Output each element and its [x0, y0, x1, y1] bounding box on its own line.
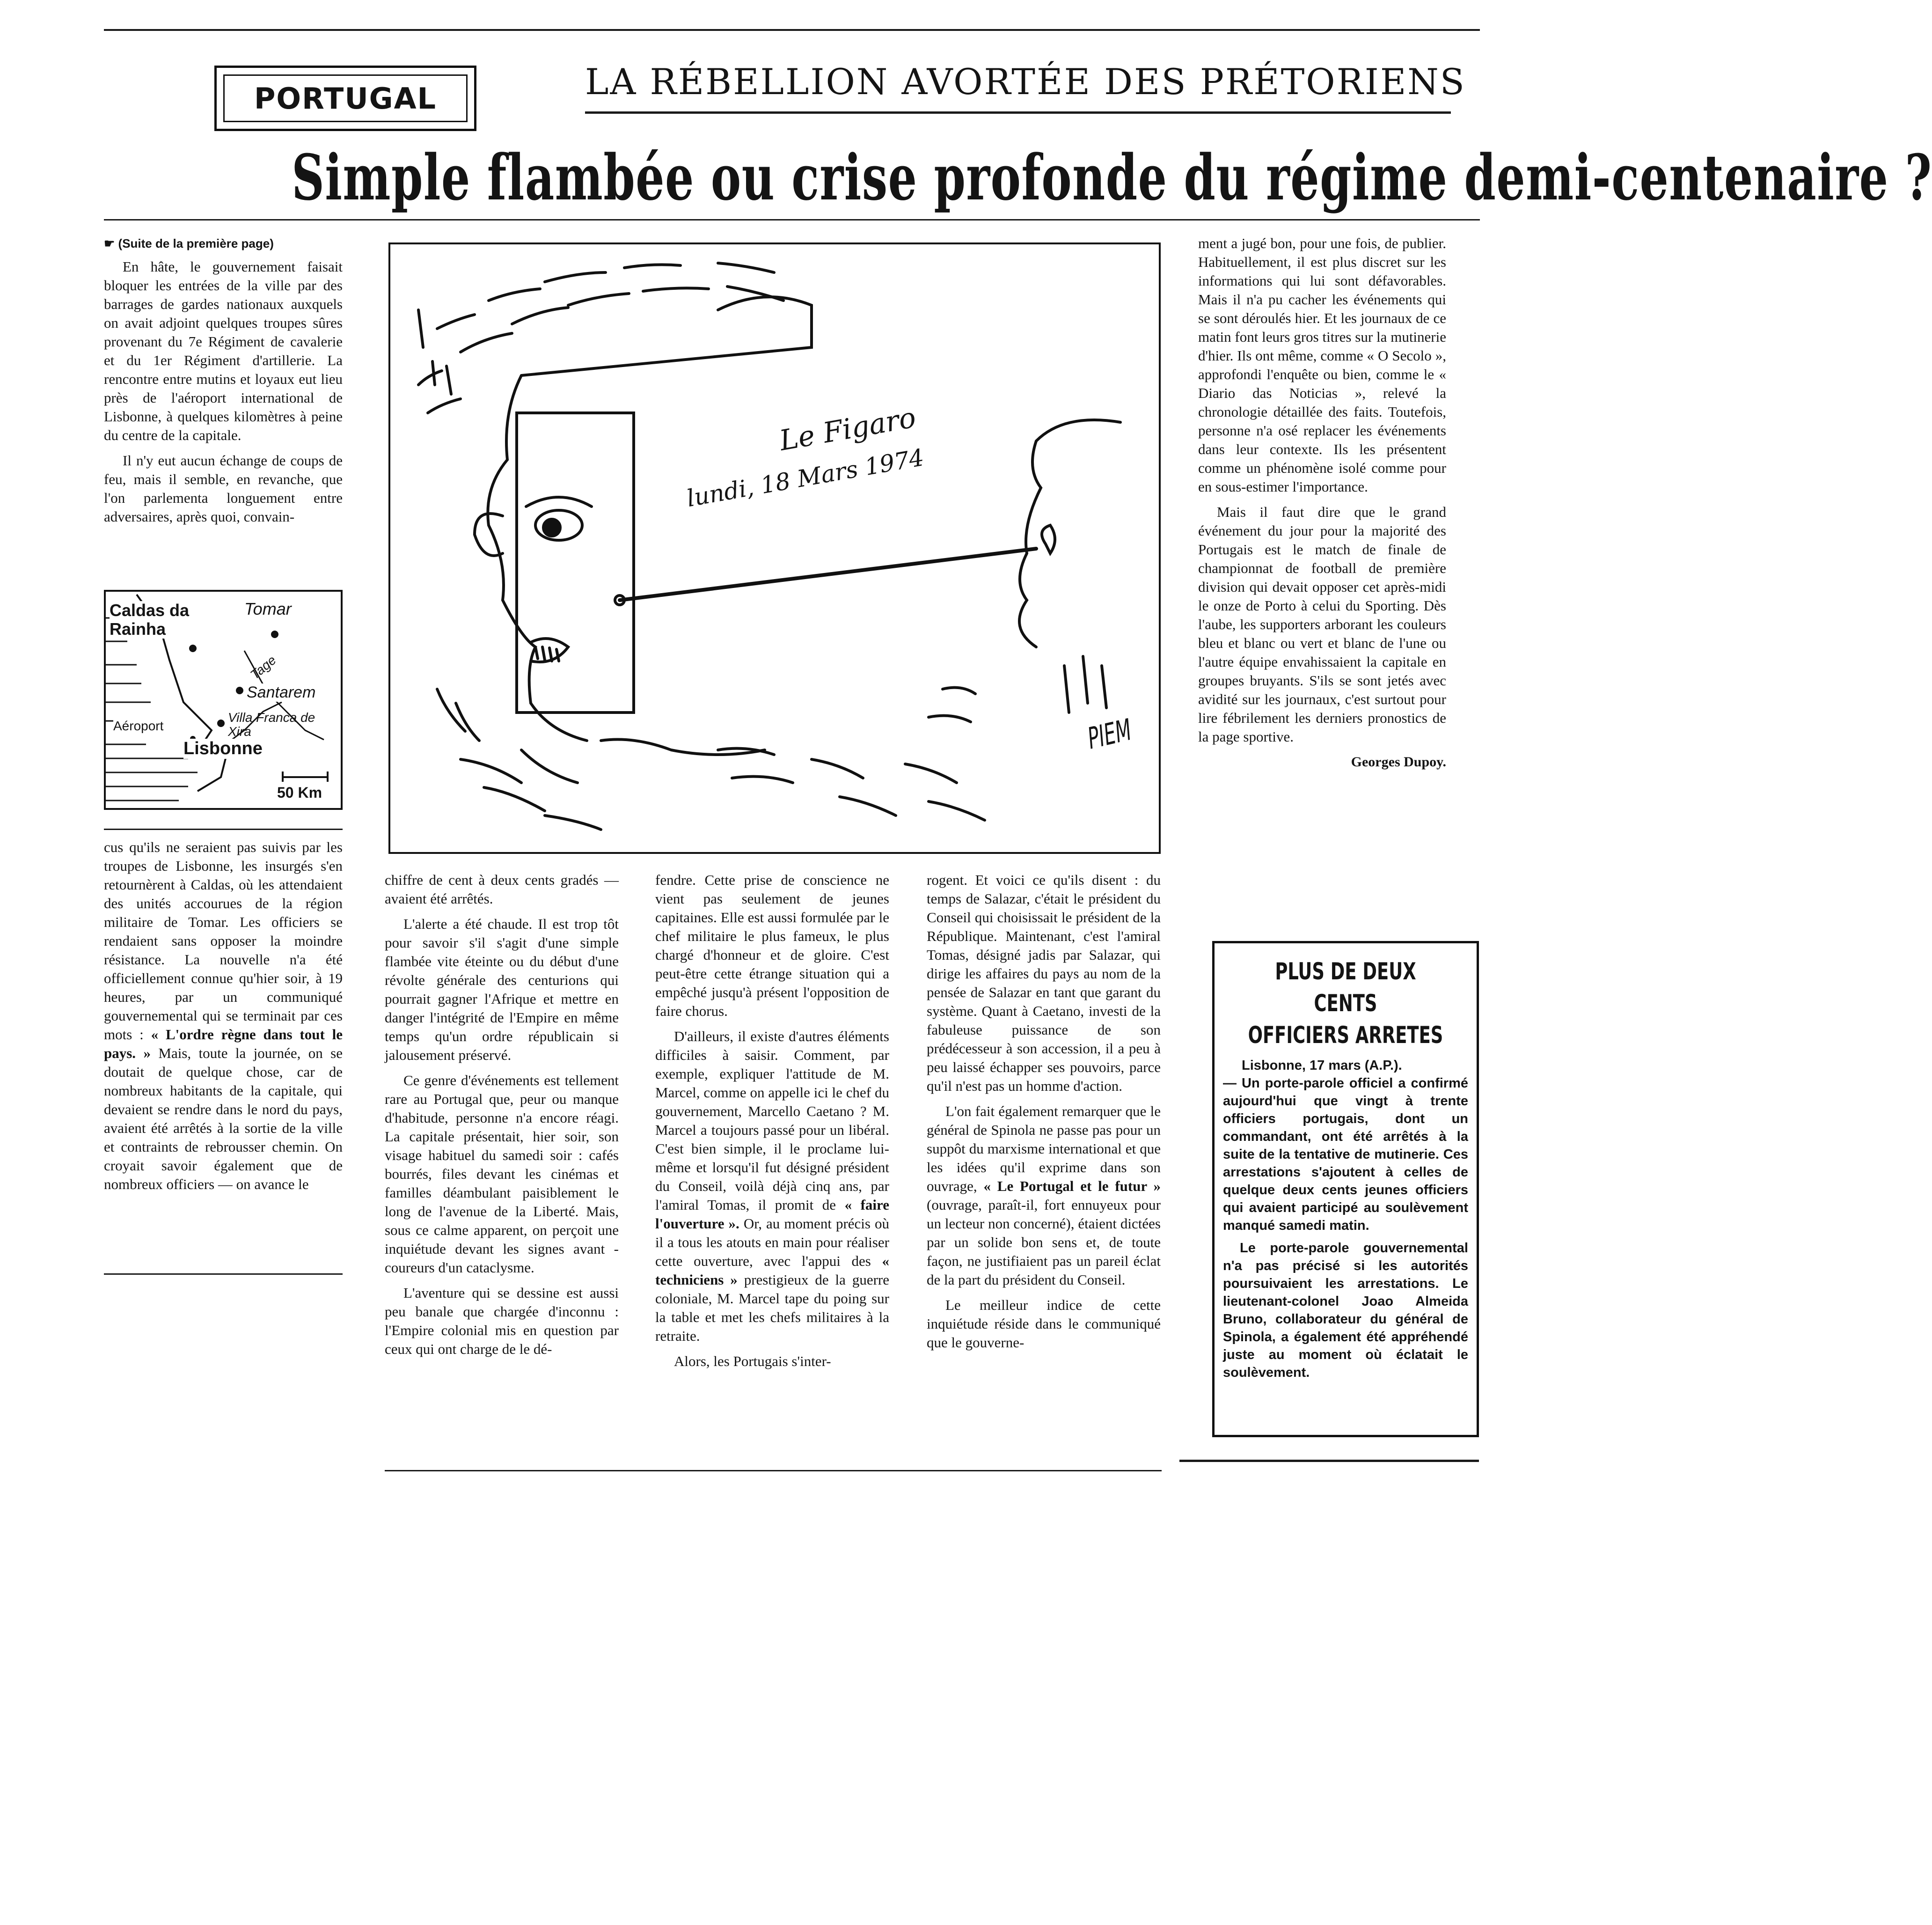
col2-paragraph-3: Ce genre d'événements est tellement rare au Portugal que, peur ou manque d'habitude, personne n'a encore réagi. La capitale présentait, hier soir, son visage habituel du samedi soir : cafés bourrés, files devant les cinémas et familles déambulant paisiblement le long de l'avenue de la Liberté. Mais, sous ce calme apparent, on perçoit une inquiétude devant les signes avant - coureurs d'un cataclysme. — [385, 1072, 619, 1276]
map-label-villa-franca: Villa Franca de Xira — [228, 710, 315, 739]
map-portugal — [104, 590, 343, 810]
column-5 — [1198, 234, 1446, 771]
kicker-underline — [585, 111, 1451, 114]
col1-quote: « L'ordre règne dans tout le pays. » — [104, 1026, 343, 1061]
col3-paragraph-2: D'ailleurs, il existe d'autres éléments difficiles à saisir. Comment, par exemple, expliquer l'attitude de M. Marcel, comme on appelle ici le chef du gouvernement, Marcello Caetano ? M. Marcel a toujours passé pour un libéral. C'est bien simple, il le proclame lui-même et lorsqu'il fut désigné président du Conseil, voilà déjà cinq ans, par l'amiral Tomas, il promit de « faire l'ouverture ». Or, au moment précis où il a tous les atouts en main pour réaliser cette ouverture, avec l'appui des « techniciens » prestigieux de la guerre coloniale, M. Marcel tape du poing sur la table et met les chefs militaires à la retraite. — [655, 1028, 890, 1344]
column-3 — [655, 871, 889, 1377]
headline-underline — [104, 219, 1480, 220]
cartoon-drawing — [390, 244, 1159, 852]
col4-quote: « Le Portugal et le futur » — [983, 1178, 1161, 1194]
cartoon-caption-line-1: Le Figaro — [777, 401, 919, 458]
col5-paragraph-1: ment a jugé bon, pour une fois, de publier. Habituellement, il est plus discret sur les informations qui lui sont défavorables. Mais il n'a pu cacher les événements qui se sont déroulés hier. Et les journaux de ce matin font leurs gros titres sur la mutinerie d'hier. Ils ont même, comme « O Secolo », approfondi l'enquête ou bien, comme le « Diario das Noticias », relevé la chronologie détaillée des faits. Toutefois, personne n'a osé replacer les événements dans leur contexte. Ils les présentent comme un phénomène isolé comme pour en sous-estimer l'importance. — [1198, 235, 1446, 495]
column-4 — [927, 871, 1161, 1359]
col3-quote-2: « techniciens » — [655, 1253, 890, 1288]
top-rule — [104, 29, 1480, 31]
cartoon — [388, 242, 1161, 854]
col4-paragraph-3: Le meilleur indice de cette inquiétude réside dans le communiqué que le gouverne- — [927, 1297, 1161, 1351]
map-label-aeroport: Aéroport — [113, 719, 164, 733]
kicker: LA RÉBELLION AVORTÉE DES PRÉTORIENS — [585, 61, 1466, 103]
sidebar-body — [1223, 1057, 1468, 1381]
sidebar-title-line-2: OFFICIERS ARRETES — [1248, 1021, 1443, 1049]
col3-quote-1: « faire l'ouverture ». — [655, 1197, 889, 1232]
map-label-lisbonne: Lisbonne — [183, 739, 263, 758]
col2-paragraph-1: chiffre de cent à deux cents gradés — avaient été arrêtés. — [385, 872, 619, 907]
sidebar-paragraph-1: — Un porte-parole officiel a confirmé aujourd'hui que vingt à trente officiers portugais, dont un commandant, ont été arrêtés à la suite de la tentative de mutinerie. Ces arrestations s'ajoutent à celles de quelque deux cents jeunes officiers qui avaient participé au soulèvement manqué samedi matin. — [1223, 1076, 1468, 1233]
bottom-rule-left — [385, 1470, 1162, 1471]
continuation-note: ☛ (Suite de la première page) — [104, 236, 274, 250]
section-tag-box — [214, 66, 476, 131]
sidebar-title — [1245, 955, 1446, 1051]
sidebar-title-line-1: PLUS DE DEUX CENTS — [1275, 958, 1416, 1017]
col3-paragraph-1: fendre. Cette prise de conscience ne vient pas seulement de jeunes capitaines. Elle est aussi formulée par le chef militaire le plus fameux, le plus chargé d'honneur et de gloire. C'est peut-être cette étrange situation qui a empêché jusqu'à présent l'opposition de faire chorus. — [655, 872, 889, 1019]
cartoon-signature: PIEM — [1086, 712, 1133, 757]
column-1-bottom — [104, 838, 343, 1200]
column-1-bottom-rule — [104, 1273, 343, 1275]
col2-paragraph-4: L'aventure qui se dessine est aussi peu banale que chargée d'inconnu : l'Empire colonial mis en question par ceux qui ont charge de le dé- — [385, 1285, 619, 1357]
sidebar-box — [1212, 941, 1479, 1437]
col3-paragraph-3: Alors, les Portugais s'inter- — [674, 1353, 831, 1369]
author-signature: Georges Dupoy. — [1351, 754, 1446, 770]
hand-pointer-icon: ☛ — [104, 236, 118, 250]
col1-paragraph-1: En hâte, le gouvernement faisait bloquer les entrées de la ville par des barrages de gardes nationaux auxquels on avait adjoint quelques troupes sûres provenant du 7e Régiment de cavalerie et du 1er Régiment d'artillerie. La rencontre entre mutins et loyaux eut lieu près de l'aéroport international de Lisbonne, à quelques kilomètres à peine du centre de la capitale. — [104, 258, 343, 443]
section-tag: PORTUGAL — [223, 74, 468, 122]
col5-paragraph-2: Mais il faut dire que le grand événement du jour pour la majorité des Portugais est le match de finale de championnat de football de première division qui devait opposer cet après-midi le onze de Porto à celui du Sporting. Dès l'aube, les supporters arborant les couleurs bleu et blanc ou vert et blanc de l'une ou l'autre équipe envahissaient la capitale en groupes bruyants. S'ils se sont jetés avec avidité sur les journaux, c'est surtout pour lire fébrilement les derniers pronostics de la page sportive. — [1198, 504, 1446, 745]
headline: Simple flambée ou crise profonde du régime demi-centenaire ? — [292, 140, 1932, 214]
column-1-rule — [104, 829, 343, 830]
sidebar-paragraph-2: Le porte-parole gouvernemental n'a pas précisé si les autorités poursuivaient les arrestations. Le lieutenant-colonel Joao Almeida Bruno, collaborateur du général de Spinola, a également été appréhendé juste au moment où éclatait le soulèvement. — [1223, 1241, 1468, 1380]
map-label-tomar: Tomar — [244, 599, 292, 618]
column-1-top — [104, 234, 343, 533]
col4-paragraph-2: L'on fait également remarquer que le général de Spinola ne passe pas pour un suppôt du marxisme international et que les idées qu'il exprime dans son ouvrage, « Le Portugal et le futur » (ouvrage, paraît-il, fort ennuyeux pour un lecteur non concerné), étaient dictées par un solide bon sens et, de toute façon, ne justifiaient pas un pareil éclat de la part du président du Conseil. — [927, 1103, 1161, 1288]
bottom-rule-right — [1179, 1460, 1479, 1462]
map-label-santarem: Santarem — [247, 683, 316, 701]
map-label-scale: 50 Km — [277, 784, 322, 801]
map-label-caldas: Caldas da Rainha — [110, 601, 203, 639]
col1-paragraph-3: cus qu'ils ne seraient pas suivis par les troupes de Lisbonne, les insurgés s'en retournèrent à Caldas, où les attendaient des unités accourues de la région militaire de Tomar. Les officiers se rendaient sans opposer la moindre résistance. La nouvelle n'a été officiellement connue qu'hier soir, à 19 heures, par un communiqué gouvernemental qui se terminait par ces mots : « L'ordre règne dans tout le pays. » Mais, toute la journée, on se doutait de quelque chose, car de nombreux habitants de la capitale, qui devaient se rendre dans le nord du pays, avaient été arrêtés à la sortie de la ville et contraints de rebrousser chemin. On croyait savoir également que de nombreux officiers — on avance le — [104, 839, 343, 1192]
column-2 — [385, 871, 619, 1365]
map-label-tage: Tage — [247, 653, 279, 683]
col1-paragraph-2: Il n'y eut aucun échange de coups de feu, mais il semble, en revanche, que l'on parlementa longuement entre adversaires, après quoi, convain- — [104, 452, 343, 525]
sidebar-dateline: Lisbonne, 17 mars (A.P.). — [1242, 1058, 1402, 1073]
col2-paragraph-2: L'alerte a été chaude. Il est trop tôt pour savoir s'il s'agit d'une simple flambée vite éteinte ou du début d'une révolte générale des centurions qui pourrait gagner l'Afrique et mettre en danger l'intégrité de l'Empire en même temps qu'un ordre républicain si jalousement préservé. — [385, 916, 619, 1063]
cartoon-caption-line-2: lundi, 18 Mars 1974 — [684, 443, 926, 513]
col4-paragraph-1: rogent. Et voici ce qu'ils disent : du temps de Salazar, c'était le président du Conseil qui choisissait le président de la République. Maintenant, c'est l'amiral Tomas, désigné jadis par Salazar, qui dirige les affaires du pays au nom de la pensée de Salazar en tant que garant du système. Quant à Caetano, investi de la fabuleuse puissance de son prédécesseur à son accession, il a peu à peu laissé échapper ses pouvoirs, parce qu'il n'est pas un homme d'action. — [927, 872, 1161, 1094]
